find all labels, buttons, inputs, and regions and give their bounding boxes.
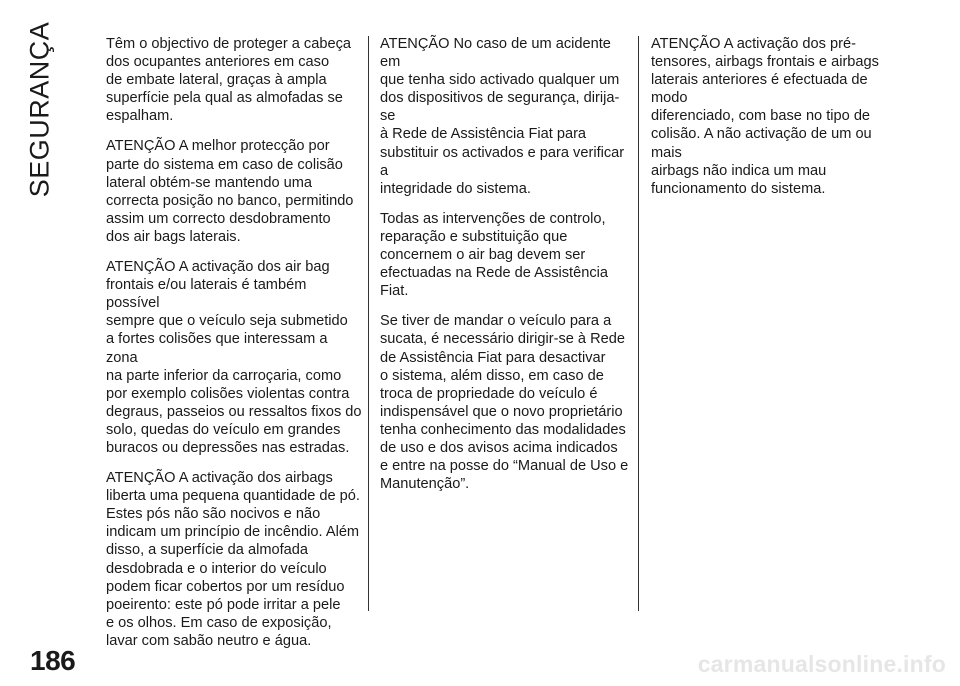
paragraph: ATENÇÃO A activação dos airbags liberta uma pequena quantidade de pó. Estes pós não são nocivos e não indicam um princípio de incêndio. Além disso, a superfície da almofada desdobrada e o interior do veículo podem ficar cobertos por um resíduo poeirento: este pó pode irritar a pele e os olhos. Em caso de exposição, lavar com sabão neutro e água.: [106, 470, 360, 649]
column-divider: [368, 36, 369, 611]
paragraph: ATENÇÃO No caso de um acidente em que tenha sido activado qualquer um dos dispositivos de segurança, dirija-se à Rede de Assistência Fiat para substituir os activados e para verificar a integridade do sistema.: [380, 36, 625, 197]
paragraph: Todas as intervenções de controlo, reparação e substituição que concernem o air bag devem ser efectuadas na Rede de Assistência Fiat.: [380, 210, 608, 300]
paragraph: ATENÇÃO A activação dos pré- tensores, airbags frontais e airbags laterais anteriores é efectuada de modo diferenciado, com base no tipo de colisão. A não activação de um ou mais airbags não indica um mau funcionamento do sistema.: [651, 36, 879, 197]
section-title-text: SEGURANÇA: [24, 21, 55, 197]
column-divider: [638, 36, 639, 611]
paragraph: ATENÇÃO A melhor protecção por parte do sistema em caso de colisão lateral obtém-se mantendo uma correcta posição no banco, permitindo assim um correcto desdobramento dos air bags laterais.: [106, 138, 354, 245]
text-column-3: [651, 35, 901, 210]
text-column-2: [380, 35, 630, 505]
paragraph: Têm o objectivo de proteger a cabeça dos ocupantes anteriores em caso de embate lateral, graças à ampla superfície pela qual as almofadas se espalham.: [106, 36, 351, 125]
paragraph: ATENÇÃO A activação dos air bag frontais e/ou laterais é também possível sempre que o veículo seja submetido a fortes colisões que interessam a zona na parte inferior da carroçaria, como por exemplo colisões violentas contra degraus, passeios ou ressaltos fixos do solo, quedas do veículo em grandes buracos ou depressões nas estradas.: [106, 259, 362, 456]
watermark: carmanualsonline.info: [697, 651, 946, 677]
paragraph: Se tiver de mandar o veículo para a sucata, é necessário dirigir-se à Rede de Assistência Fiat para desactivar o sistema, além disso, em caso de troca de propriedade do veículo é indispensável que o novo proprietário tenha conhecimento das modalidades de uso e dos avisos acima indicados e entre na posse do “Manual de Uso e Manutenção”.: [380, 313, 629, 493]
page-number: 186: [30, 645, 76, 676]
section-title: [18, 21, 62, 197]
text-column-1: [106, 35, 362, 662]
